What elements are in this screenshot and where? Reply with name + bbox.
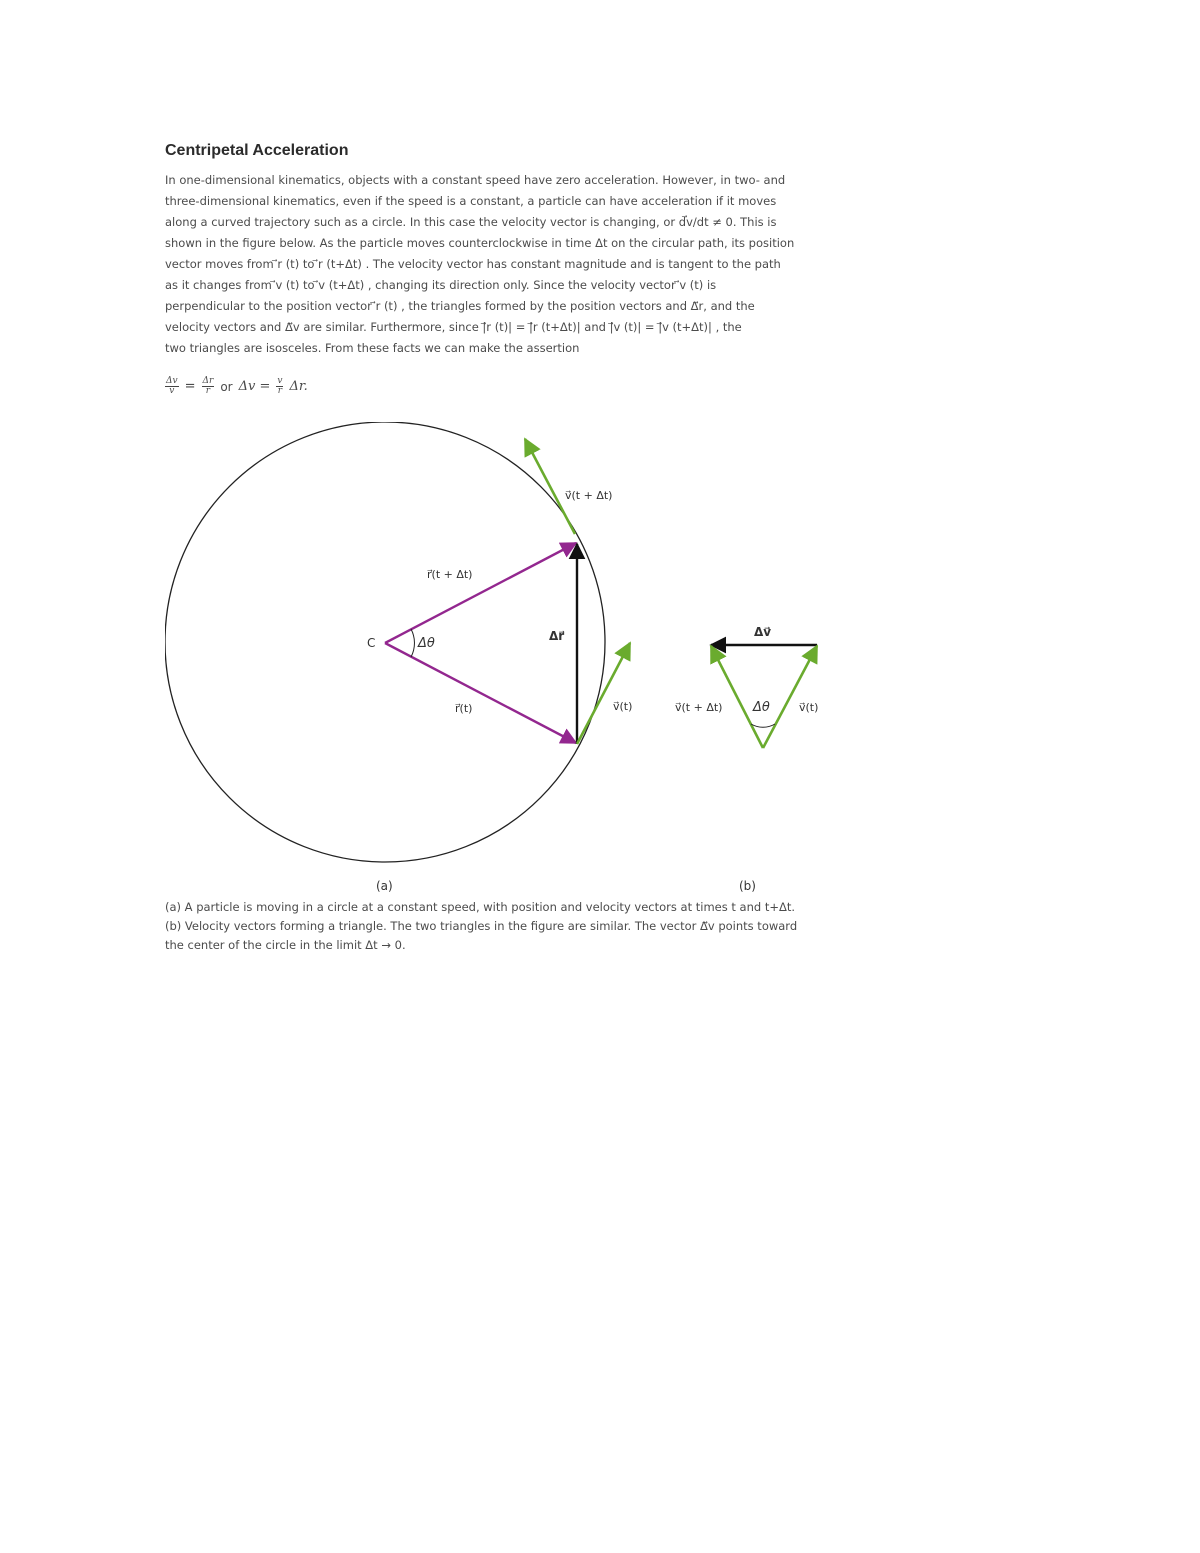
numerator: Δv — [166, 376, 178, 386]
formula-rhs-left: Δv = — [238, 379, 271, 394]
position-vector-t-dt — [385, 543, 576, 643]
b-velocity-t-label: v⃗(t) — [799, 701, 819, 714]
b-velocity-vector-t — [763, 646, 817, 748]
paragraph-line: three-dimensional kinematics, even if the speed is a constant, a particle can have acceleration if it moves — [165, 194, 777, 208]
body-paragraph — [165, 170, 865, 359]
position-t-dt-label: r⃗(t + Δt) — [427, 568, 473, 581]
formula-rhs-right: Δr. — [289, 379, 308, 394]
fraction-dr-over-r — [202, 377, 215, 396]
section-heading: Centripetal Acceleration — [165, 142, 349, 159]
numerator: v — [277, 376, 283, 386]
velocity-t-label: v⃗(t) — [613, 700, 633, 713]
velocity-vector-t — [577, 643, 633, 744]
b-velocity-vector-t-dt — [711, 646, 763, 748]
or-text: or — [220, 379, 233, 394]
paragraph-line: In one-dimensional kinematics, objects with a constant speed have zero acceleration. However, in two- and — [165, 173, 786, 187]
numerator: Δr — [202, 376, 214, 386]
figure-caption — [165, 898, 865, 955]
caption-line: the center of the circle in the limit Δt → 0. — [165, 938, 406, 952]
centripetal-figure — [165, 422, 865, 892]
velocity-vector-t-dt — [525, 439, 575, 534]
denominator: r — [277, 386, 283, 396]
center-label: C — [367, 636, 376, 650]
paragraph-line: shown in the figure below. As the particle moves counterclockwise in time Δt on the circular path, its position — [165, 236, 795, 250]
caption-line: (a) A particle is moving in a circle at a constant speed, with position and velocity vectors at times t and t+Δt. — [165, 900, 795, 914]
part-a-label: (a) — [376, 879, 393, 892]
b-delta-theta-arc — [751, 724, 775, 727]
denominator: r — [205, 386, 211, 396]
b-delta-v-label: Δv⃗ — [754, 625, 772, 639]
paragraph-line: two triangles are isosceles. From these facts we can make the assertion — [165, 341, 580, 355]
delta-r-label: Δr⃗ — [549, 629, 565, 643]
assertion-formula — [165, 377, 865, 396]
part-b-label: (b) — [739, 879, 756, 892]
paragraph-line: velocity vectors and Δ⃗v are similar. Furthermore, since |⃗r (t)| = |⃗r (t+Δt)| and |⃗v (t)| = |⃗v (t+Δt)| , the — [165, 320, 742, 334]
fraction-v-over-r — [276, 377, 283, 396]
denominator: v — [169, 386, 175, 396]
fraction-dv-over-v — [165, 377, 179, 396]
caption-line: (b) Velocity vectors forming a triangle. The two triangles in the figure are similar. The vector Δ⃗v points toward — [165, 919, 798, 933]
delta-theta-arc — [411, 629, 414, 657]
position-t-label: r⃗(t) — [455, 702, 473, 715]
b-delta-theta-label: Δθ — [753, 700, 770, 715]
paragraph-line: vector moves from ⃗r (t) to ⃗r (t+Δt) . The velocity vector has constant magnitude and is tangent to the path — [165, 257, 781, 271]
paragraph-line: along a curved trajectory such as a circle. In this case the velocity vector is changing, or d⃗v/dt ≠ 0. This is — [165, 215, 777, 229]
position-vector-t — [385, 643, 576, 743]
b-velocity-t-dt-label: v⃗(t + Δt) — [675, 701, 723, 714]
velocity-t-dt-label: v⃗(t + Δt) — [565, 489, 613, 502]
paragraph-line: perpendicular to the position vector ⃗r (t) , the triangles formed by the position vectors and Δ⃗r, and the — [165, 299, 755, 313]
equals-sign: = — [184, 379, 196, 394]
article — [165, 142, 865, 952]
delta-theta-label: Δθ — [418, 636, 435, 651]
paragraph-line: as it changes from ⃗v (t) to ⃗v (t+Δt) , changing its direction only. Since the velocity vector ⃗v (t) is — [165, 278, 717, 292]
